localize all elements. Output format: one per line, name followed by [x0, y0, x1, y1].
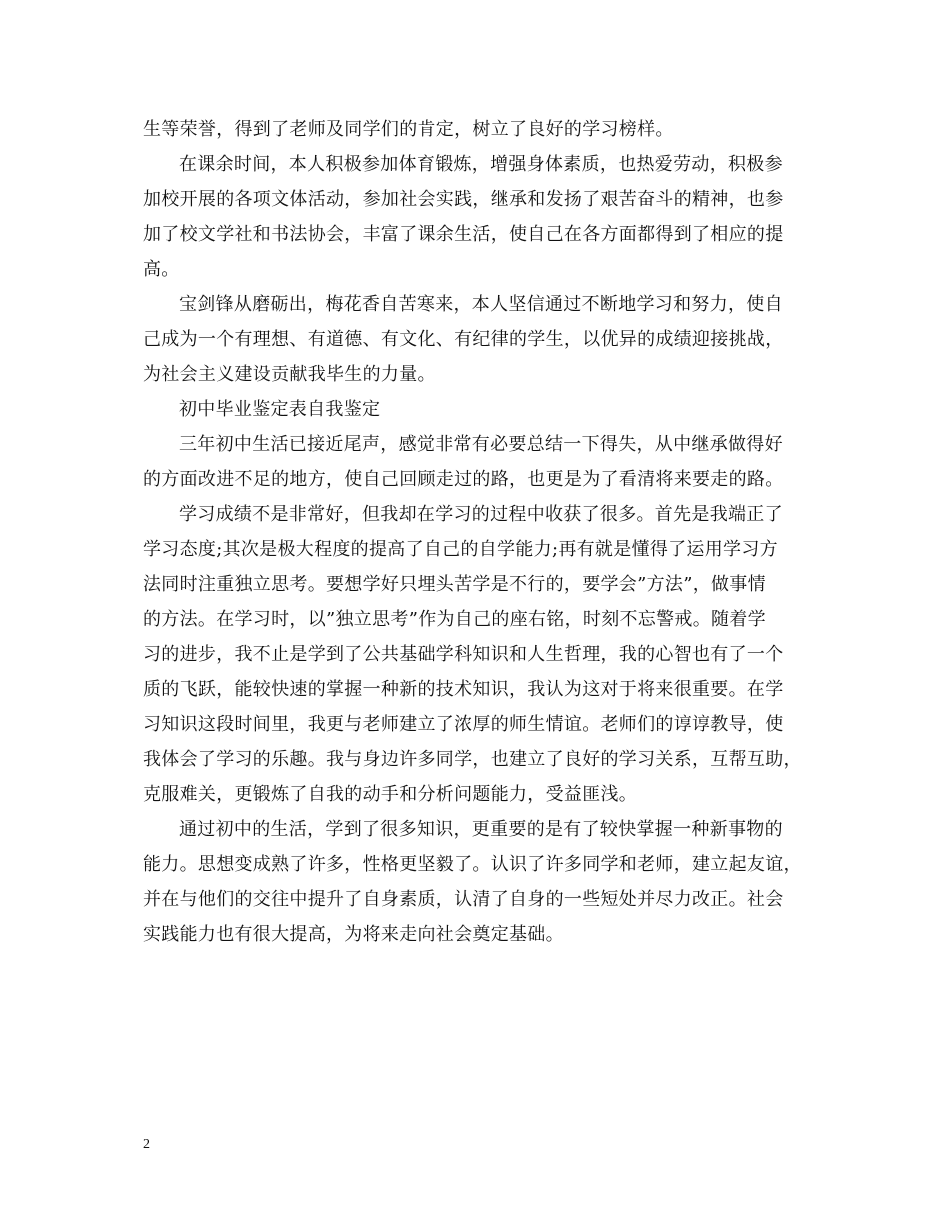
text-line: 学习态度;其次是极大程度的提高了自己的自学能力;再有就是懂得了运用学习方 [143, 539, 778, 560]
text-line: 宝剑锋从磨砺出，梅花香自苦寒来，本人坚信通过不断地学习和努力，使自 [179, 294, 783, 315]
section-heading: 初中毕业鉴定表自我鉴定 [179, 399, 381, 420]
text-line: 克服难关，更锻炼了自我的动手和分析问题能力，受益匪浅。 [143, 784, 638, 805]
text-line: 在课余时间，本人积极参加体育锻炼，增强身体素质，也热爱劳动，积极参 [179, 154, 783, 175]
text-line: 高。 [143, 259, 180, 280]
text-line: 实践能力也有很大提高，为将来走向社会奠定基础。 [143, 924, 564, 945]
text-line: 加了校文学社和书法协会，丰富了课余生活，使自己在各方面都得到了相应的提 [143, 224, 784, 245]
text-line: 习知识这段时间里，我更与老师建立了浓厚的师生情谊。老师们的谆谆教导，使 [143, 714, 784, 735]
text-line: 质的飞跃，能较快速的掌握一种新的技术知识，我认为这对于将来很重要。在学 [143, 679, 784, 700]
text-line: 我体会了学习的乐趣。我与身边许多同学，也建立了良好的学习关系，互帮互助， [143, 749, 802, 770]
text-line: 能力。思想变成熟了许多，性格更坚毅了。认识了许多同学和老师，建立起友谊， [143, 854, 802, 875]
text-line: 的方法。在学习时，以”独立思考”作为自己的座右铭，时刻不忘警戒。随着学 [143, 609, 766, 630]
text-line: 己成为一个有理想、有道德、有文化、有纪律的学生，以优异的成绩迎接挑战， [143, 329, 784, 350]
text-line: 学习成绩不是非常好，但我却在学习的过程中收获了很多。首先是我端正了 [179, 504, 783, 525]
text-line: 三年初中生活已接近尾声，感觉非常有必要总结一下得失，从中继承做得好 [179, 434, 783, 455]
text-line: 加校开展的各项文体活动，参加社会实践，继承和发扬了艰苦奋斗的精神，也参 [143, 189, 784, 210]
text-line: 通过初中的生活，学到了很多知识，更重要的是有了较快掌握一种新事物的 [179, 819, 783, 840]
text-line: 生等荣誉，得到了老师及同学们的肯定，树立了良好的学习榜样。 [143, 119, 674, 140]
text-line: 为社会主义建设贡献我毕生的力量。 [143, 364, 436, 385]
page-number: 2 [143, 1137, 150, 1152]
text-line: 并在与他们的交往中提升了自身素质，认清了自身的一些短处并尽力改正。社会 [143, 889, 784, 910]
text-line: 法同时注重独立思考。要想学好只埋头苦学是不行的，要学会”方法”，做事情 [143, 574, 766, 595]
text-line: 的方面改进不足的地方，使自己回顾走过的路，也更是为了看清将来要走的路。 [143, 469, 784, 490]
text-line: 习的进步，我不止是学到了公共基础学科知识和人生哲理，我的心智也有了一个 [143, 644, 784, 665]
